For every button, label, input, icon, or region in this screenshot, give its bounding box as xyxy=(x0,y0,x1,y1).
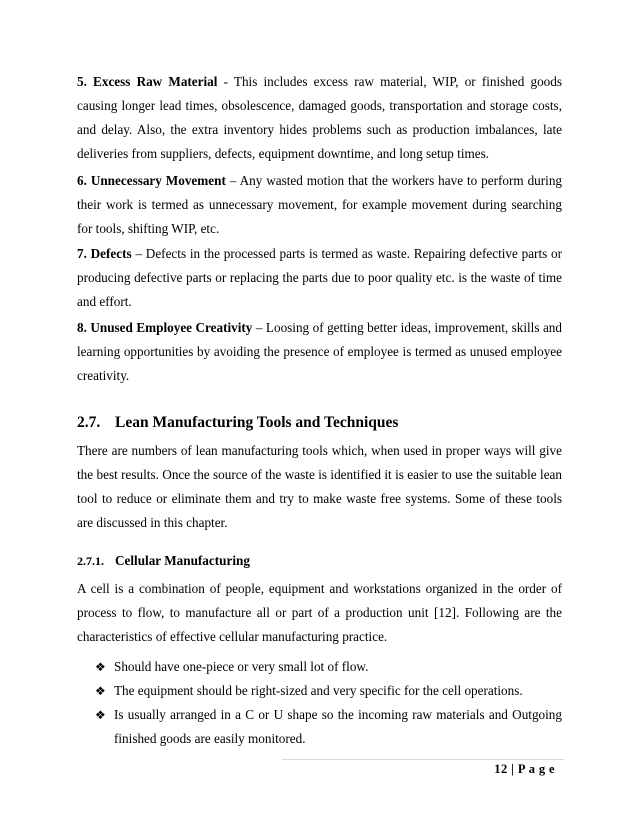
text-unused-employee-creativity: – Loosing of getting better ideas, improvement, skills and learning opportunities by avoiding the presence of employee is termed as unused employee creativity. xyxy=(77,320,562,383)
list-item xyxy=(95,679,562,703)
heading-unused-employee-creativity: 8. Unused Employee Creativity xyxy=(77,320,253,335)
list-item xyxy=(95,655,562,679)
paragraph-unused-employee-creativity xyxy=(77,316,562,388)
paragraph-unnecessary-movement xyxy=(77,169,562,241)
diamond-bullet-icon: ❖ xyxy=(95,684,106,698)
text-excess-raw-material: - This includes excess raw material, WIP, or finished goods causing longer lead times, obsolescence, damaged goods, transportation and storage costs, and delay. Also, the extra inventory hides problems such as production imbalances, late deliveries from suppliers, defects, equipment downtime, and long setup times. xyxy=(77,74,562,161)
list-item-text: Should have one-piece or very small lot of flow. xyxy=(114,659,369,674)
paragraph-cellular-manufacturing: A cell is a combination of people, equipment and workstations organized in the order of process to flow, to manufacture all or part of a production unit [12]. Following are the characteristics of effective cellular manufacturing practice. xyxy=(77,581,562,644)
section-title-2-7: Lean Manufacturing Tools and Techniques xyxy=(115,414,399,431)
characteristics-list xyxy=(95,655,562,751)
text-unnecessary-movement: – Any wasted motion that the workers have to perform during their work is termed as unnecessary movement, for example movement during searching for tools, shifting WIP, etc. xyxy=(77,173,563,236)
page-footer xyxy=(494,762,555,777)
list-item-text: The equipment should be right-sized and very specific for the cell operations. xyxy=(114,683,523,698)
footer-separator: | xyxy=(511,762,515,776)
page-number: 12 xyxy=(494,762,508,776)
diamond-bullet-icon: ❖ xyxy=(95,660,106,674)
text-defects: – Defects in the processed parts is termed as waste. Repairing defective parts or producing defective parts or replacing the parts due to poor quality etc. is the waste of time and effort. xyxy=(77,246,563,309)
list-item xyxy=(95,703,562,751)
list-item-text: Is usually arranged in a C or U shape so the incoming raw materials and Outgoing finished goods are easily monitored. xyxy=(114,707,562,746)
section-number-2-7-1: 2.7.1. xyxy=(77,554,104,568)
section-number-2-7: 2.7. xyxy=(77,414,101,431)
page-label: P a g e xyxy=(517,762,555,776)
heading-defects: 7. Defects xyxy=(77,246,132,261)
footer-divider xyxy=(282,759,564,760)
heading-excess-raw-material: 5. Excess Raw Material xyxy=(77,74,218,89)
section-heading-2-7-1 xyxy=(77,553,250,569)
paragraph-excess-raw-material xyxy=(77,70,562,166)
diamond-bullet-icon: ❖ xyxy=(95,708,106,722)
paragraph-lean-tools-intro: There are numbers of lean manufacturing tools which, when used in proper ways will give the best results. Once the source of the waste is identified it is easier to use the suitable lean tool to reduce or eliminate them and try to make waste free systems. Some of these tools are discussed in this chapter. xyxy=(77,443,562,530)
paragraph-defects xyxy=(77,242,562,314)
heading-unnecessary-movement: 6. Unnecessary Movement xyxy=(77,173,226,188)
section-heading-2-7 xyxy=(77,414,398,432)
section-title-2-7-1: Cellular Manufacturing xyxy=(115,553,250,568)
